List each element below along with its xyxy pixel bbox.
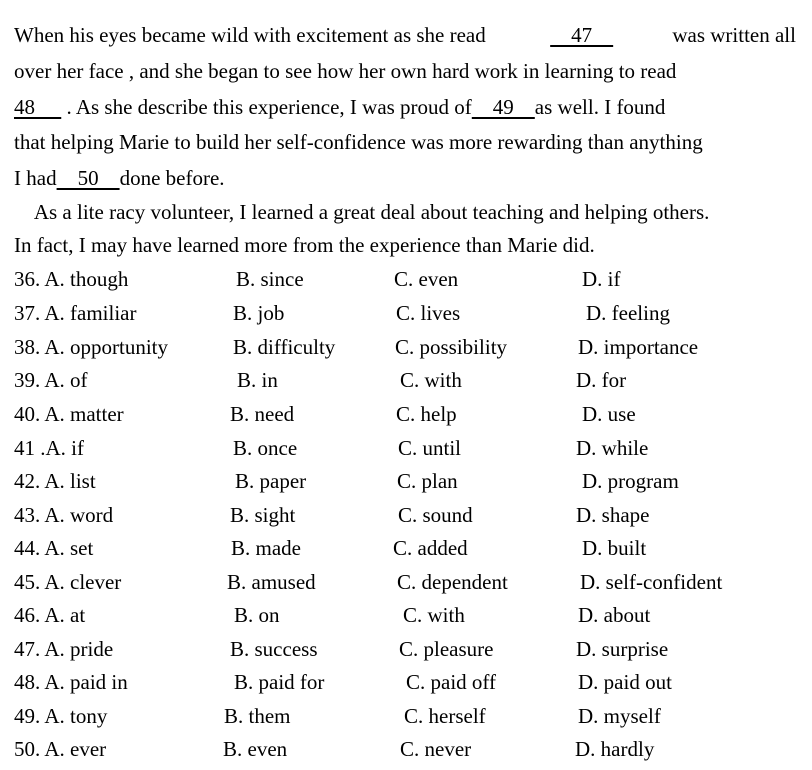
question-49-a: 49. A. tony <box>14 704 108 728</box>
question-45-d: D. self-confident <box>580 570 723 594</box>
passage-line-5 <box>14 166 796 190</box>
question-42-d: D. program <box>582 469 679 493</box>
question-45-c: C. dependent <box>397 570 508 594</box>
question-47-c: C. pleasure <box>399 637 494 661</box>
question-48-b: B. paid for <box>234 670 325 694</box>
question-40-a: 40. A. matter <box>14 402 124 426</box>
question-50-a: 50. A. ever <box>14 737 107 761</box>
question-48-a: 48. A. paid in <box>14 670 128 694</box>
question-36-a: 36. A. though <box>14 267 129 291</box>
question-41-c: C. until <box>398 436 462 460</box>
question-38-a: 38. A. opportunity <box>14 335 169 359</box>
passage-text: When his eyes became wild with excitement as she read <box>14 23 491 47</box>
blank-47: 47 <box>550 23 614 47</box>
question-46-b: B. on <box>234 603 280 627</box>
question-45-b: B. amused <box>227 570 316 594</box>
question-44-d: D. built <box>582 536 647 560</box>
passage-text: that helping Marie to build her self-confidence was more rewarding than anything <box>14 130 703 154</box>
question-47-b: B. success <box>230 637 318 661</box>
question-37-c: C. lives <box>396 301 461 325</box>
question-40-d: D. use <box>582 402 636 426</box>
question-37-a: 37. A. familiar <box>14 301 137 325</box>
question-49-b: B. them <box>224 704 291 728</box>
passage-line-3 <box>14 95 796 119</box>
question-38-c: C. possibility <box>395 335 508 359</box>
question-50-b: B. even <box>223 737 288 761</box>
question-49-c: C. herself <box>404 704 486 728</box>
question-46-c: C. with <box>403 603 465 627</box>
blank-48: 48 <box>14 95 62 119</box>
question-36-b: B. since <box>236 267 304 291</box>
question-44-b: B. made <box>231 536 301 560</box>
passage-text: As a lite racy volunteer, I learned a great deal about teaching and helping others. <box>14 200 710 224</box>
question-43-d: D. shape <box>576 503 650 527</box>
question-38-d: D. importance <box>578 335 699 359</box>
question-47-d: D. surprise <box>576 637 669 661</box>
question-37-d: D. feeling <box>586 301 670 325</box>
question-48-c: C. paid off <box>406 670 497 694</box>
passage-text: was written all <box>672 23 796 47</box>
blank-49: 49 <box>471 95 535 119</box>
question-45-a: 45. A. clever <box>14 570 122 594</box>
passage-text: over her face , and she began to see how her own hard work in learning to read <box>14 59 677 83</box>
question-41-a: 41 .A. if <box>14 436 84 460</box>
question-42-c: C. plan <box>397 469 458 493</box>
passage-line-4 <box>14 130 796 154</box>
question-50-c: C. never <box>400 737 472 761</box>
question-40-c: C. help <box>396 402 457 426</box>
question-47-a: 47. A. pride <box>14 637 114 661</box>
passage-line-2 <box>14 59 796 83</box>
question-43-a: 43. A. word <box>14 503 114 527</box>
passage-text: I had <box>14 166 57 190</box>
passage-text: done before. <box>119 166 225 190</box>
question-40-b: B. need <box>230 402 295 426</box>
blank-50: 50 <box>56 166 120 190</box>
question-39-a: 39. A. of <box>14 368 88 392</box>
passage-line-6 <box>14 200 796 224</box>
passage-line-1 <box>14 23 796 47</box>
passage-text: In fact, I may have learned more from the experience than Marie did. <box>14 233 595 257</box>
question-44-a: 44. A. set <box>14 536 94 560</box>
question-44-c: C. added <box>393 536 468 560</box>
question-42-a: 42. A. list <box>14 469 96 493</box>
question-42-b: B. paper <box>235 469 307 493</box>
question-43-b: B. sight <box>230 503 296 527</box>
question-37-b: B. job <box>233 301 285 325</box>
question-46-d: D. about <box>578 603 651 627</box>
passage-text: as well. I found <box>534 95 666 119</box>
question-38-b: B. difficulty <box>233 335 336 359</box>
passage-text: . As she describe this experience, I was proud of <box>61 95 472 119</box>
question-39-c: C. with <box>400 368 462 392</box>
question-41-d: D. while <box>576 436 649 460</box>
question-49-d: D. myself <box>578 704 661 728</box>
passage-line-7 <box>14 233 796 257</box>
question-41-b: B. once <box>233 436 298 460</box>
question-36-d: D. if <box>582 267 621 291</box>
question-46-a: 46. A. at <box>14 603 86 627</box>
question-36-c: C. even <box>394 267 459 291</box>
question-39-b: B. in <box>237 368 278 392</box>
question-48-d: D. paid out <box>578 670 672 694</box>
question-43-c: C. sound <box>398 503 473 527</box>
question-39-d: D. for <box>576 368 627 392</box>
question-50-d: D. hardly <box>575 737 655 761</box>
